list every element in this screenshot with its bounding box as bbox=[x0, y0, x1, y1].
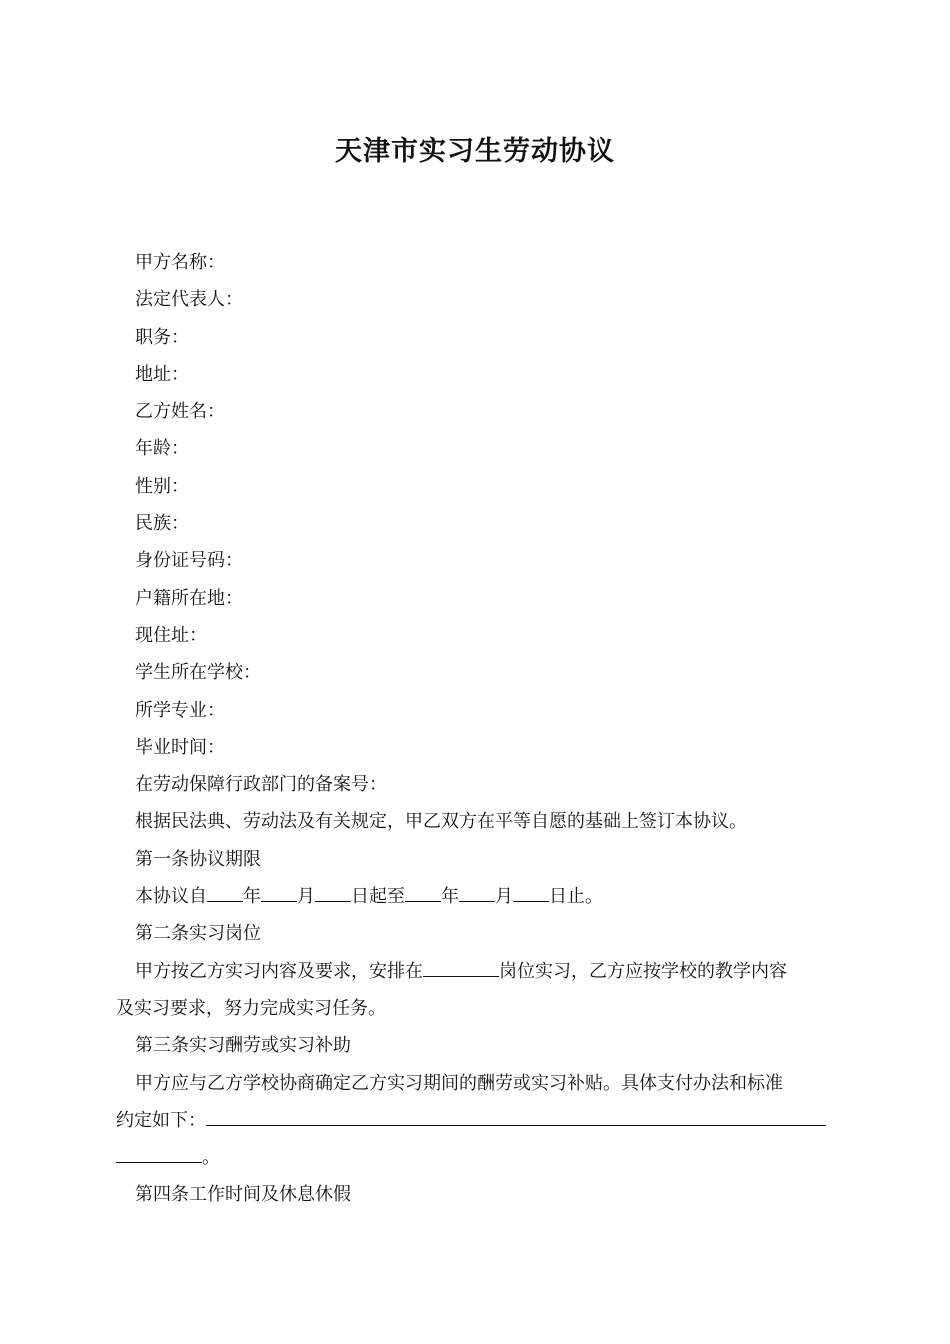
end-day-blank bbox=[513, 885, 549, 902]
field-household-registration: 户籍所在地： bbox=[135, 587, 243, 609]
term-text-year-2: 年 bbox=[441, 886, 459, 908]
end-year-blank bbox=[405, 885, 441, 902]
end-month-blank bbox=[459, 885, 495, 902]
field-major: 所学专业： bbox=[135, 699, 225, 721]
field-party-a-name: 甲方名称： bbox=[135, 252, 225, 273]
article-3-line-2 bbox=[116, 1102, 838, 1139]
field-school: 学生所在学校： bbox=[135, 662, 261, 684]
field-gender: 性别： bbox=[135, 475, 189, 497]
term-text-month: 月 bbox=[297, 886, 315, 908]
term-text-end: 日止。 bbox=[549, 886, 603, 908]
document-title: 天津市实习生劳动协议 bbox=[335, 136, 615, 167]
start-month-blank bbox=[261, 885, 297, 902]
post-blank bbox=[423, 960, 499, 977]
article-3-text-period: 。 bbox=[202, 1147, 220, 1169]
payment-terms-blank bbox=[206, 1109, 826, 1126]
article-4-heading: 第四条工作时间及休息休假 bbox=[135, 1184, 351, 1206]
article-3-heading: 第三条实习酬劳或实习补助 bbox=[135, 1035, 351, 1057]
field-party-b-name: 乙方姓名： bbox=[135, 401, 225, 423]
article-2-text-a: 甲方按乙方实习内容及要求，安排在 bbox=[135, 960, 423, 982]
article-3-text-agreed: 约定如下： bbox=[116, 1109, 206, 1131]
term-text-until: 日起至 bbox=[351, 886, 405, 908]
field-graduation-date: 毕业时间： bbox=[135, 736, 225, 758]
article-3-line-3 bbox=[116, 1139, 838, 1176]
start-day-blank bbox=[315, 885, 351, 902]
article-2-line-1 bbox=[116, 953, 838, 990]
field-id-number: 身份证号码： bbox=[135, 550, 243, 572]
article-3-line-1: 甲方应与乙方学校协商确定乙方实习期间的酬劳或实习补贴。具体支付办法和标准 bbox=[135, 1072, 783, 1094]
field-current-address: 现住址： bbox=[135, 624, 207, 646]
term-text-from: 本协议自 bbox=[135, 886, 207, 908]
start-year-blank bbox=[207, 885, 243, 902]
preamble-paragraph: 根据民法典、劳动法及有关规定，甲乙双方在平等自愿的基础上签订本协议。 bbox=[135, 811, 747, 833]
article-2-heading: 第二条实习岗位 bbox=[135, 923, 261, 945]
document-body bbox=[116, 244, 838, 1214]
term-text-year: 年 bbox=[243, 886, 261, 908]
field-age: 年龄： bbox=[135, 438, 189, 460]
article-1-heading: 第一条协议期限 bbox=[135, 848, 261, 870]
field-legal-representative: 法定代表人： bbox=[135, 289, 243, 311]
article-2-line-2: 及实习要求，努力完成实习任务。 bbox=[116, 997, 386, 1019]
field-position: 职务： bbox=[135, 326, 189, 348]
term-text-month-2: 月 bbox=[495, 886, 513, 908]
field-address: 地址： bbox=[135, 363, 189, 385]
article-1-term-line bbox=[116, 878, 838, 915]
payment-terms-blank-continued bbox=[116, 1146, 202, 1163]
article-2-text-b: 岗位实习，乙方应按学校的教学内容 bbox=[499, 960, 787, 982]
field-filing-number: 在劳动保障行政部门的备案号： bbox=[135, 774, 387, 796]
field-ethnicity: 民族： bbox=[135, 513, 189, 535]
